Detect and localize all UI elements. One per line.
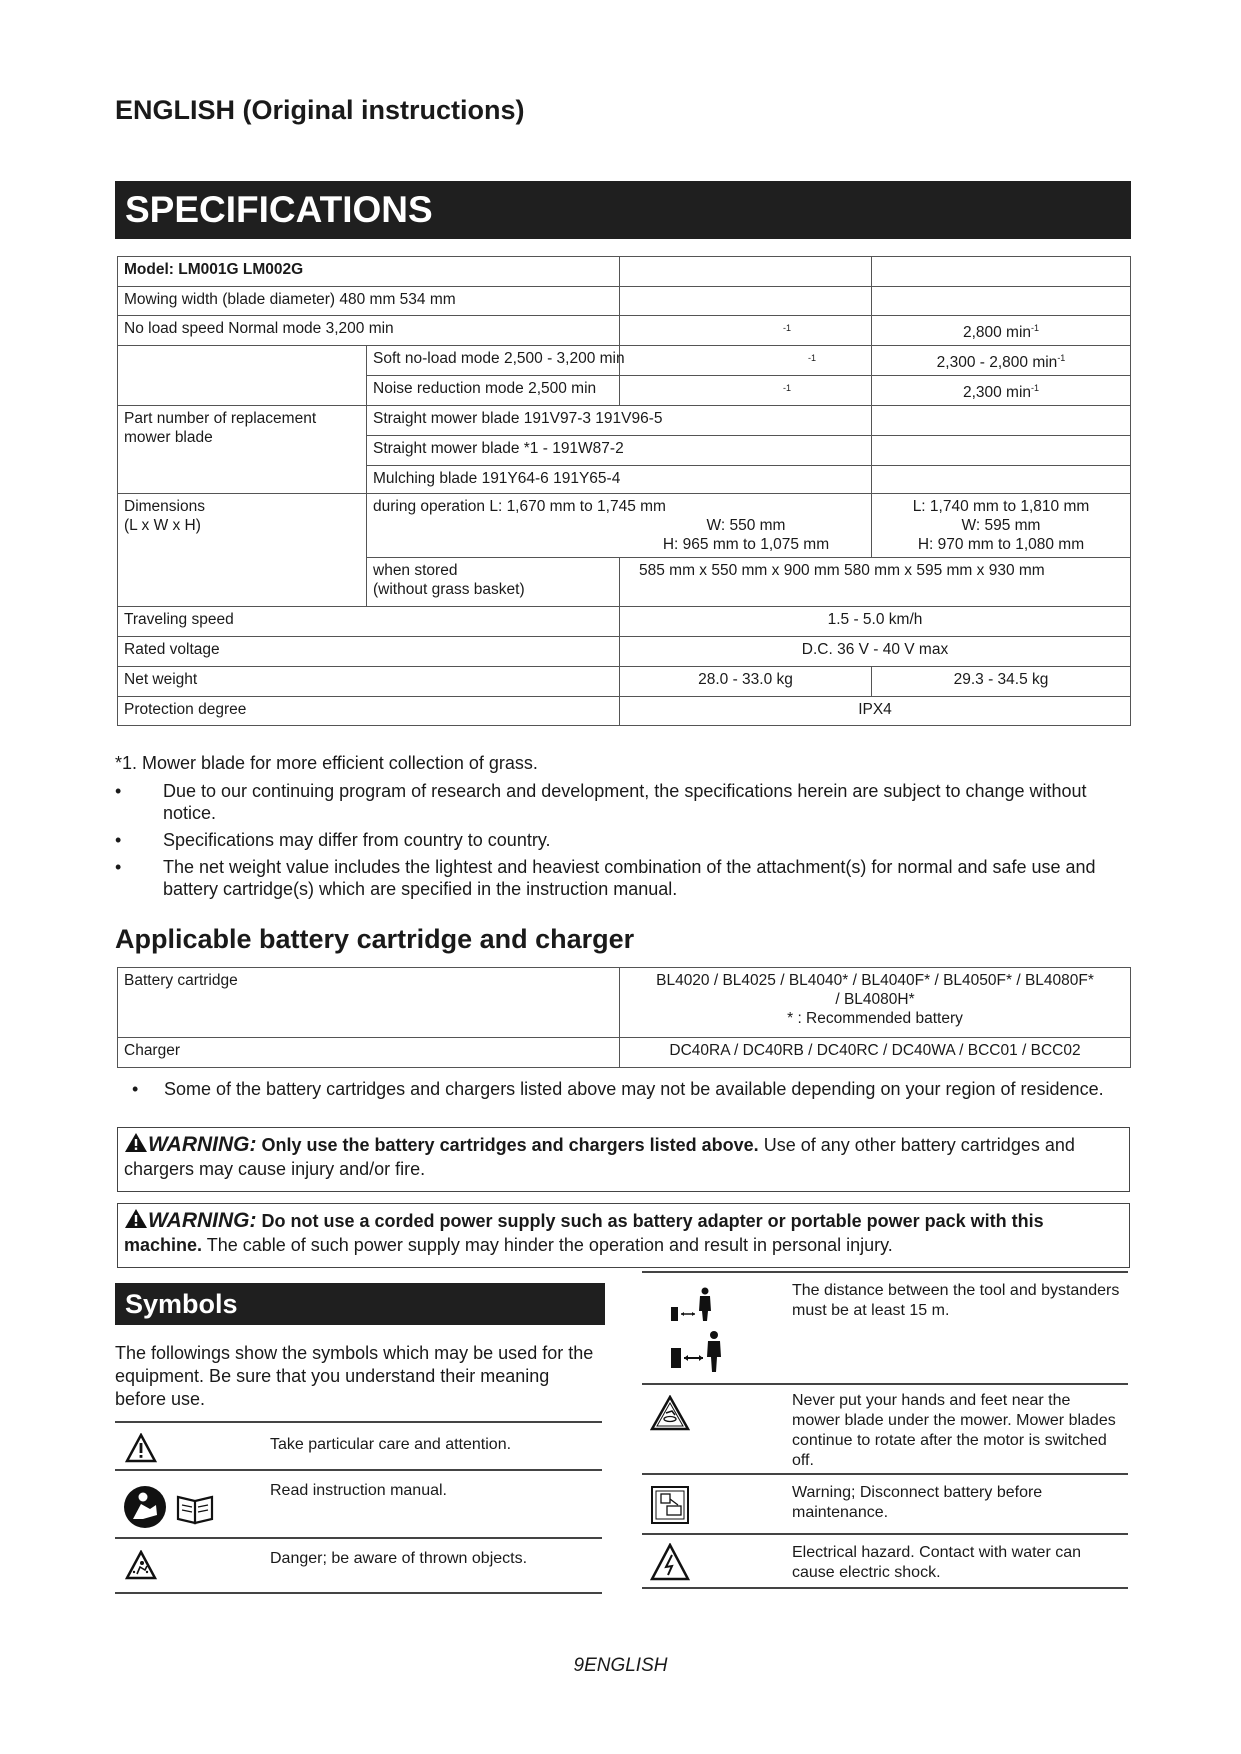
spec-notes [115, 752, 1121, 905]
symbol-row-care: Take particular care and attention. [115, 1421, 602, 1469]
rated-voltage-label: Rated voltage [118, 637, 620, 667]
battery-cartridge-values: BL4020 / BL4025 / BL4040* / BL4040F* / BL4050F* / BL4080F* / BL4080H* * : Recommended battery [620, 968, 1131, 1038]
net-weight-value-1: 28.0 - 33.0 kg [620, 667, 872, 697]
rated-voltage-value: D.C. 36 V - 40 V max [620, 637, 1131, 667]
mulching-blade: Mulching blade 191Y64-6 191Y65-4 [367, 466, 872, 494]
note-bullet-3: • The net weight value includes the lightest and heaviest combination of the attachment(s) for normal and safe use and battery cartridge(s) which are specified in the instruction manual. [115, 857, 1096, 899]
symbol-row-electrical: Electrical hazard. Contact with water can cause electric shock. [642, 1533, 1128, 1589]
page-language-title: ENGLISH (Original instructions) [115, 95, 525, 125]
dimensions-label: Dimensions (L x W x H) [118, 494, 367, 607]
mowing-width-label: Mowing width (blade diameter) 480 mm 534 mm [118, 287, 620, 316]
warning-box-1: WARNING: Only use the battery cartridges and chargers listed above. Use of any other battery cartridges and chargers may cause injury and/or fire. [117, 1127, 1130, 1192]
thrown-objects-icon [125, 1550, 157, 1580]
model-label: Model: LM001G LM002G [118, 257, 620, 287]
blade-part-number-label: Part number of replacement mower blade [118, 406, 367, 494]
dimensions-operation: during operation L: 1,670 mm to 1,745 mm W: 550 mm H: 965 mm to 1,075 mm [367, 494, 872, 558]
symbol-row-hands-feet: Never put your hands and feet near the mower blade under the mower. Mower blades continue to rotate after the motor is switched off. [642, 1383, 1128, 1473]
net-weight-label: Net weight [118, 667, 620, 697]
soft-mode-label: Soft no-load mode 2,500 - 3,200 min [367, 346, 620, 376]
no-load-speed-normal-mid: -1 [620, 316, 872, 346]
noise-mode-mid: -1 [620, 376, 872, 406]
protection-degree-label: Protection degree [118, 697, 620, 726]
battery-table [117, 967, 1131, 1068]
symbol-row-thrown: Danger; be aware of thrown objects. [115, 1537, 602, 1594]
soft-mode-right: 2,300 - 2,800 $\min^{-1}$ [872, 346, 1131, 376]
dimensions-stored-label: when stored (without grass basket) [367, 558, 620, 607]
specifications-banner: SPECIFICATIONS [115, 181, 1131, 239]
charger-values: DC40RA / DC40RB / DC40RC / DC40WA / BCC01 / BCC02 [620, 1038, 1131, 1068]
soft-mode-mid: -1 [620, 346, 872, 376]
read-manual-icon [123, 1485, 223, 1529]
hands-feet-blade-icon [650, 1395, 690, 1431]
no-load-speed-normal-right: 2,800 $\min^{-1}$ [872, 316, 1131, 346]
protection-degree-value: IPX4 [620, 697, 1131, 726]
noise-mode-right: 2,300 $\min^{-1}$ [872, 376, 1131, 406]
region-note: • Some of the battery cartridges and chargers listed above may not be available depending on your region of residence. [132, 1079, 1104, 1099]
traveling-speed-label: Traveling speed [118, 607, 620, 637]
symbols-intro: The followings show the symbols which may be used for the equipment. Be sure that you understand their meaning before use. [115, 1343, 594, 1409]
net-weight-value-2: 29.3 - 34.5 kg [872, 667, 1131, 697]
symbols-banner: Symbols [115, 1283, 605, 1325]
warning-triangle-icon [124, 1132, 148, 1153]
disconnect-battery-icon [650, 1485, 690, 1525]
straight-blade-2: Straight mower blade *1 - 191W87-2 [367, 436, 872, 466]
note-bullet-2: • Specifications may differ from country to country. [115, 830, 551, 850]
dimensions-stored-values: 585 mm x 550 mm x 900 mm 580 mm x 595 mm x 930 mm [620, 558, 1131, 607]
electrical-hazard-icon [650, 1543, 690, 1581]
straight-blade-1: Straight mower blade 191V97-3 191V96-5 [367, 406, 872, 436]
note-bullet-1: • Due to our continuing program of research and development, the specifications herein are subject to change without notice. [115, 781, 1087, 823]
specifications-table [117, 256, 1131, 726]
warning-triangle-icon [124, 1208, 148, 1229]
symbol-row-disconnect: Warning; Disconnect battery before maintenance. [642, 1473, 1128, 1533]
charger-label: Charger [118, 1038, 620, 1068]
bystander-distance-icon [669, 1285, 724, 1375]
page-footer: 9ENGLISH [573, 1655, 668, 1676]
dimensions-operation-right: L: 1,740 mm to 1,810 mm W: 595 mm H: 970 mm to 1,080 mm [872, 494, 1131, 558]
no-load-speed-normal-label: No load speed Normal mode 3,200 min [118, 316, 620, 346]
symbol-row-manual: Read instruction manual. [115, 1469, 602, 1537]
symbol-row-bystanders: The distance between the tool and bystanders must be at least 15 m. [642, 1271, 1128, 1383]
battery-heading: Applicable battery cartridge and charger [115, 924, 635, 954]
warning-box-2: WARNING: Do not use a corded power supply such as battery adapter or portable power pack with this machine. The cable of such power supply may hinder the operation and result in personal injury. [117, 1203, 1130, 1268]
warning-triangle-icon [125, 1433, 157, 1463]
traveling-speed-value: 1.5 - 5.0 km/h [620, 607, 1131, 637]
battery-cartridge-label: Battery cartridge [118, 968, 620, 1038]
noise-mode-label: Noise reduction mode 2,500 min [367, 376, 620, 406]
footnote: *1. Mower blade for more efficient collection of grass. [115, 753, 538, 773]
